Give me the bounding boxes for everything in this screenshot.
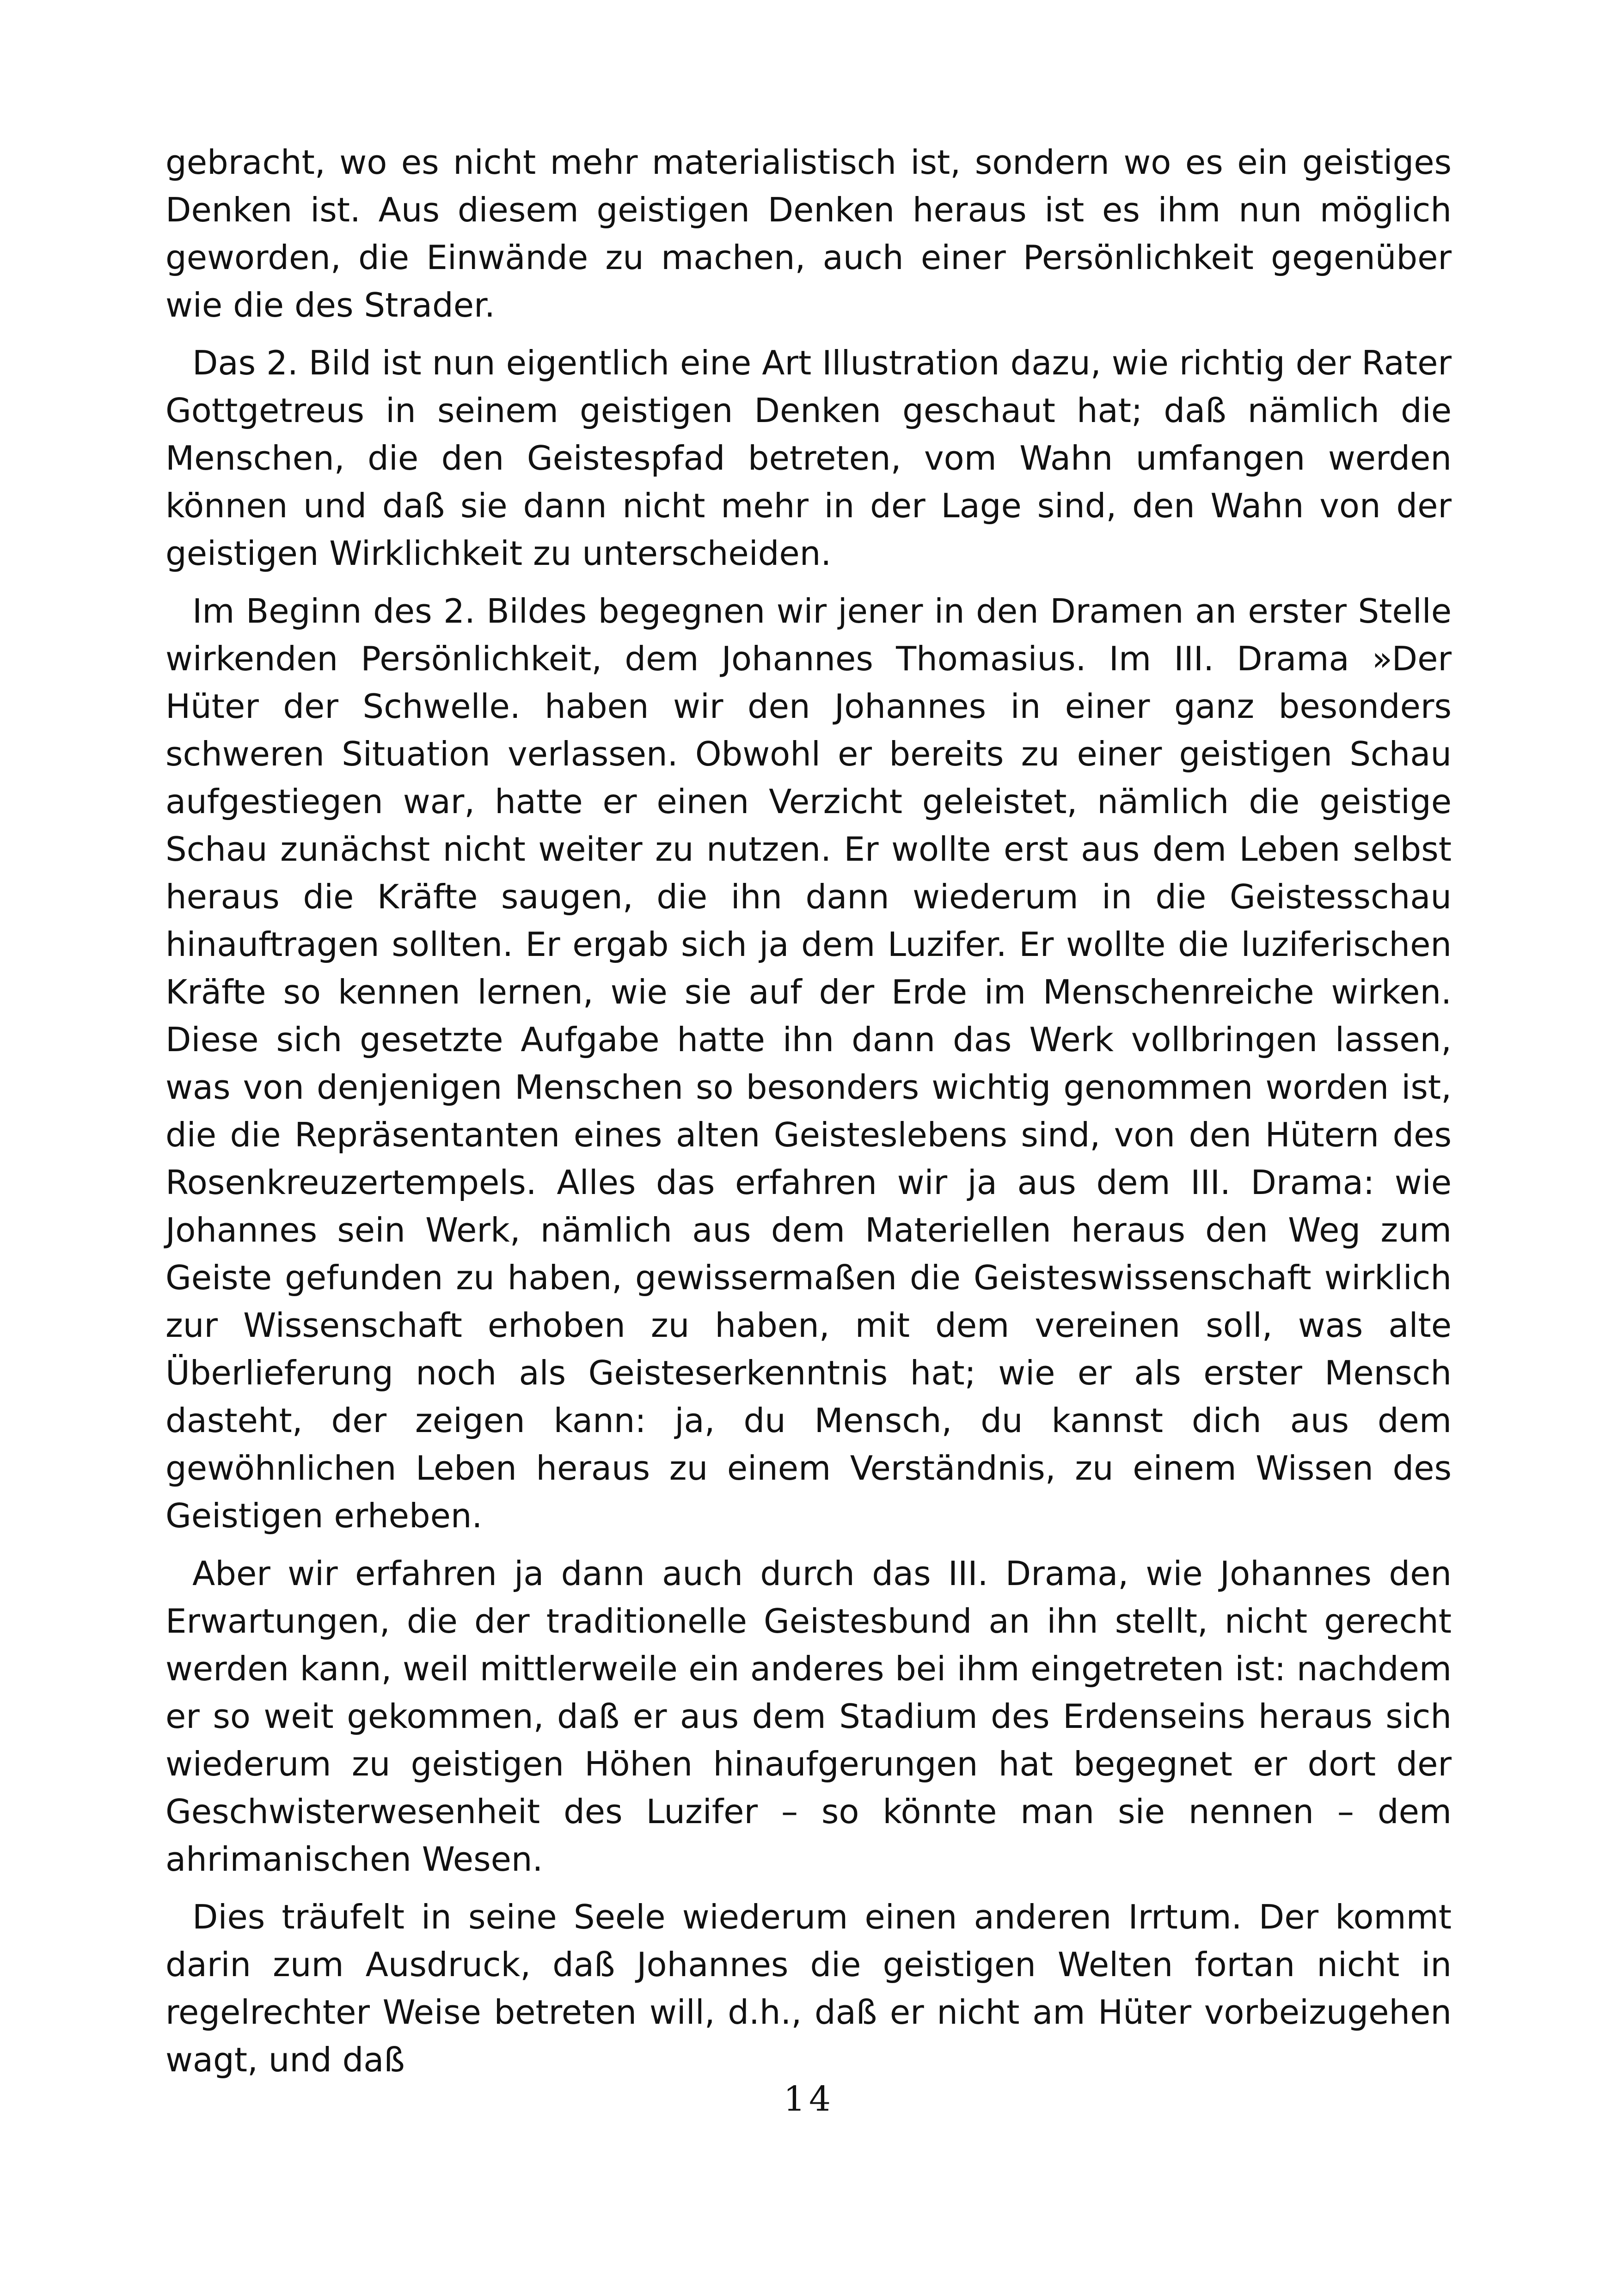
body-text xyxy=(165,139,1452,2094)
page-number: 14 xyxy=(783,2079,835,2119)
paragraph-johannes-thomasius: Im Beginn des 2. Bildes begegnen wir jener in den Dramen an erster Stelle wirkenden Persönlichkeit, dem Johannes Thomasius. Im III. Drama »Der Hüter der Schwelle. haben wir den Johannes in einer ganz besonders schweren Situation verlassen. Obwohl er bereits zu einer geistigen Schau aufgestiegen war, hatte er einen Verzicht geleistet, nämlich die geistige Schau zunächst nicht weiter zu nutzen. Er wollte erst aus dem Leben selbst heraus die Kräfte saugen, die ihn dann wiederum in die Geistesschau hinauftragen sollten. Er ergab sich ja dem Luzifer. Er wollte die luziferischen Kräfte so kennen lernen, wie sie auf der Erde im Menschenreiche wirken. Diese sich gesetzte Aufgabe hatte ihn dann das Werk vollbringen lassen, was von denjenigen Menschen so besonders wichtig genommen worden ist, die die Repräsentanten eines alten Geisteslebens sind, von den Hütern des Rosenkreuzertempels. Alles das erfahren wir ja aus dem III. Drama: wie Johannes sein Werk, nämlich aus dem Materiellen heraus den Weg zum Geiste gefunden zu haben, gewissermaßen die Geisteswissenschaft wirklich zur Wissenschaft erhoben zu haben, mit dem vereinen soll, was alte Überlieferung noch als Geisteserkenntnis hat; wie er als erster Mensch dasteht, der zeigen kann: ja, du Mensch, du kannst dich aus dem gewöhnlichen Leben heraus zu einem Verständnis, zu einem Wissen des Geistigen erheben. xyxy=(165,592,1452,1535)
paragraph-continuation: gebracht, wo es nicht mehr materialistisch ist, sondern wo es ein geistiges Denken ist. Aus diesem geistigen Denken heraus ist es ihm nun möglich geworden, die Einwände zu machen, auch einer Persönlichkeit gegenüber wie die des Strader. xyxy=(165,143,1452,325)
paragraph-ahrimanisch: Aber wir erfahren ja dann auch durch das III. Drama, wie Johannes den Erwartungen, die der traditionelle Geistesbund an ihn stellt, nicht gerecht werden kann, weil mittlerweile ein anderes bei ihm eingetreten ist: nachdem er so weit gekommen, daß er aus dem Stadium des Erdenseins heraus sich wiederum zu geistigen Höhen hinaufgerungen hat begegnet er dort der Geschwisterwesenheit des Luzifer – so könnte man sie nennen – dem ahrimanischen Wesen. xyxy=(165,1554,1452,1879)
paragraph-irrtum: Dies träufelt in seine Seele wiederum einen anderen Irrtum. Der kommt darin zum Ausdruck, daß Johannes die geistigen Welten fortan nicht in regelrechter Weise betreten will, d.h., daß er nicht am Hüter vorbeizugehen wagt, und daß xyxy=(165,1898,1452,2079)
paragraph-bild-2: Das 2. Bild ist nun eigentlich eine Art Illustration dazu, wie richtig der Rater Gottgetreus in seinem geistigen Denken geschaut hat; daß nämlich die Menschen, die den Geistespfad betreten, vom Wahn umfangen werden können und daß sie dann nicht mehr in der Lage sind, den Wahn von der geistigen Wirklichkeit zu unterscheiden. xyxy=(165,343,1452,573)
